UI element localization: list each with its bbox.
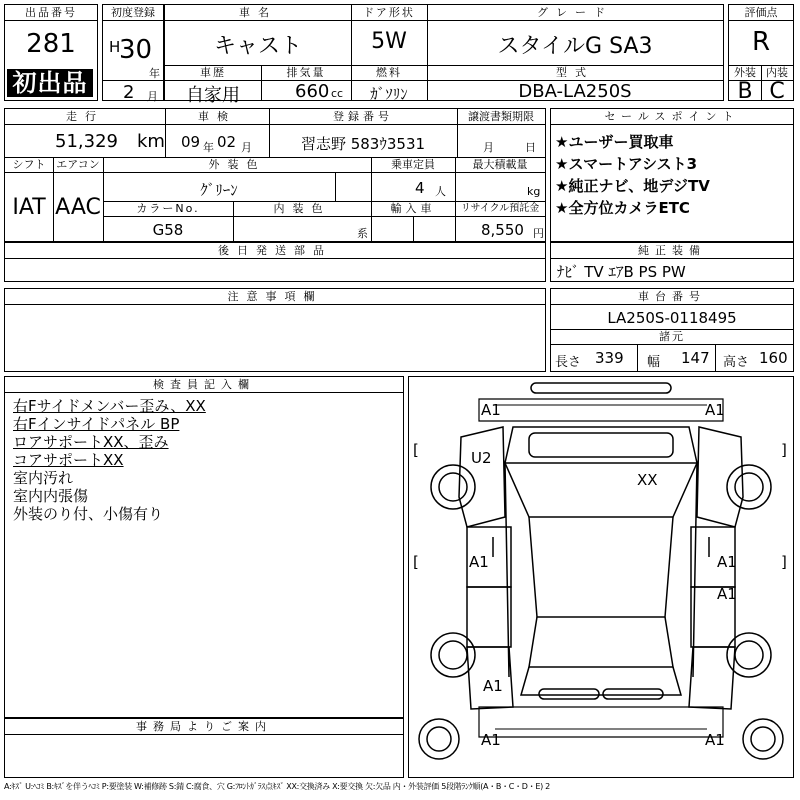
load-label: 最大積載量 <box>455 157 545 173</box>
color-no-label: カラーNo. <box>103 201 233 217</box>
notes-box <box>4 288 546 372</box>
recycle-label: リサイクル預託金 <box>455 201 545 217</box>
bracket-left-mid: [ <box>413 553 419 571</box>
spec-label: 諸元 <box>551 329 793 345</box>
air-conditioner: AAC <box>55 195 101 220</box>
first-registration-box <box>102 4 164 101</box>
mark-rear-right-corner: A1 <box>705 731 725 749</box>
inspection-year-unit: 年 <box>203 141 214 154</box>
inspector-note: ロアサポートXX、歪み <box>13 433 169 451</box>
mark-door-rear-right: A1 <box>717 585 737 603</box>
car-name-label: 車名 <box>165 5 351 21</box>
notes-label: 注意事項欄 <box>5 289 545 305</box>
legend: A:ｷｽﾞ U:ﾍｺﾐ B:ｷｽﾞを伴うﾍｺﾐ P:要塗装 W:補修跡 S:錆 C:腐食、穴 G:ﾌﾛﾝﾄｶﾞﾗｽ点ｷｽﾞ XX:交換済み X:要交換 欠:欠品 内・外装評価 5段階ﾗﾝｸ順(A・B・C・D・E) 2 <box>4 782 550 791</box>
fuel: ｶﾞｿﾘﾝ <box>370 85 408 103</box>
width: 147 <box>681 349 710 367</box>
mark-left-fender: U2 <box>471 449 492 467</box>
color-number: G58 <box>152 221 184 239</box>
body-color: ｸﾞﾘｰﾝ <box>200 181 238 199</box>
later-parts-box <box>4 242 546 282</box>
reg-year-unit: 年 <box>149 67 160 80</box>
inspection-year: 09 <box>181 133 201 151</box>
door-type: 5W <box>371 29 407 54</box>
inspector-note: 右Fインサイドパネル BP <box>13 415 180 433</box>
score-label: 評価点 <box>729 5 793 21</box>
displacement: 660 <box>295 81 330 102</box>
plate-number: 習志野 583ｳ3531 <box>300 135 426 153</box>
recycle-fee: 8,550 <box>481 221 524 239</box>
chassis-label: 車台番号 <box>551 289 793 305</box>
bracket-left: [ <box>413 441 419 459</box>
first-listing-badge: 初出品 <box>7 69 93 97</box>
sales-point: ★純正ナビ、地デジTV <box>555 177 710 195</box>
mileage: 51,329 <box>55 131 118 152</box>
grade-label: グレード <box>427 5 723 21</box>
recycle-unit: 円 <box>533 227 544 240</box>
bracket-right: ] <box>781 441 787 459</box>
car-diagram <box>409 377 793 777</box>
interior-label: 内装 <box>761 65 793 81</box>
height-label: 高さ <box>723 355 750 370</box>
inspection-month: 02 <box>217 133 237 151</box>
details-box <box>4 108 546 242</box>
transfer-day-unit: 日 <box>525 141 536 154</box>
sales-point: ★全方位カメラETC <box>555 199 690 217</box>
sales-points-label: セールスポイント <box>551 109 793 125</box>
bracket-right-mid: ] <box>781 553 787 571</box>
office-notice-label: 事務局よりご案内 <box>5 719 403 735</box>
reg-month-unit: 月 <box>147 90 158 103</box>
capacity-label: 乗車定員 <box>371 157 455 173</box>
equipment-box <box>550 242 794 282</box>
equipment-label: 純正装備 <box>551 243 793 259</box>
exterior-label: 外装 <box>729 65 761 81</box>
displacement-unit: cc <box>331 87 344 100</box>
transfer-month-unit: 月 <box>483 141 494 154</box>
model-label: 型式 <box>427 65 723 81</box>
lot-number-box <box>4 4 98 101</box>
inspection-month-unit: 月 <box>241 141 252 154</box>
sales-points-box <box>550 108 794 242</box>
later-parts-label: 後日発送部品 <box>5 243 545 259</box>
transfer-label: 譲渡書類期限 <box>457 109 545 125</box>
office-notice-box <box>4 718 404 778</box>
first-registration-label: 初度登録 <box>103 5 163 21</box>
inspection-label: 車検 <box>165 109 269 125</box>
inspector-notes-label: 検査員記入欄 <box>5 377 403 393</box>
mark-front-right: A1 <box>705 401 725 419</box>
mark-rear-left: A1 <box>483 677 503 695</box>
shift: IAT <box>12 195 46 220</box>
chassis-number: LA250S-0118495 <box>607 309 737 327</box>
damage-diagram-box <box>408 376 794 778</box>
load-unit: kg <box>527 185 541 198</box>
car-name: キャスト <box>213 34 302 59</box>
mark-door-front-right: A1 <box>717 553 737 571</box>
ac-label: エアコン <box>53 157 103 173</box>
reg-month: 2 <box>123 82 135 103</box>
history-label: 車歴 <box>165 65 261 81</box>
mark-roof: XX <box>637 471 658 489</box>
import-label: 輸入車 <box>371 201 455 217</box>
capacity-unit: 人 <box>435 185 446 198</box>
width-label: 幅 <box>647 355 661 370</box>
mileage-label: 走行 <box>5 109 165 125</box>
length: 339 <box>595 349 624 367</box>
reg-year: 30 <box>119 35 153 65</box>
vehicle-info-box <box>164 4 724 106</box>
equipment: ﾅﾋﾞ TV ｴｱB PS PW <box>557 263 686 281</box>
grade: スタイルG SA3 <box>497 34 653 59</box>
height: 160 <box>759 349 788 367</box>
inspector-note: 右Fサイドメンバー歪み、XX <box>13 397 206 415</box>
sales-point: ★ユーザー買取車 <box>555 133 674 151</box>
plate-label: 登録番号 <box>269 109 457 125</box>
mileage-unit: km <box>137 131 165 152</box>
door-label: ドア形状 <box>351 5 427 21</box>
inspector-notes-box <box>4 376 404 718</box>
score: R <box>751 27 771 57</box>
chassis-box <box>550 288 794 372</box>
inspector-note: コアサポートXX <box>13 451 124 469</box>
capacity: 4 <box>415 179 425 197</box>
lot-number-label: 出品番号 <box>5 5 97 21</box>
interior-color-unit: 系 <box>357 227 368 240</box>
mark-rear-left-corner: A1 <box>481 731 501 749</box>
score-box <box>728 4 794 104</box>
displacement-label: 排気量 <box>261 65 351 81</box>
inspector-note: 室内内張傷 <box>13 487 89 505</box>
sales-point: ★スマートアシスト3 <box>555 155 698 173</box>
inspector-note: 外装のり付、小傷有り <box>13 505 164 523</box>
mark-door-front-left: A1 <box>469 553 489 571</box>
model: DBA-LA250S <box>518 81 632 102</box>
inspector-note: 室内汚れ <box>13 469 74 487</box>
lot-number: 281 <box>26 29 76 59</box>
color-label: 外装色 <box>103 157 371 173</box>
length-label: 長さ <box>555 355 582 370</box>
shift-label: シフト <box>5 157 53 173</box>
era: H <box>109 38 121 56</box>
fuel-label: 燃料 <box>351 65 427 81</box>
mark-front-left: A1 <box>481 401 501 419</box>
exterior-score: B <box>737 79 753 104</box>
history: 自家用 <box>186 85 240 106</box>
interior-color-label: 内装色 <box>233 201 371 217</box>
interior-score: C <box>769 79 785 104</box>
